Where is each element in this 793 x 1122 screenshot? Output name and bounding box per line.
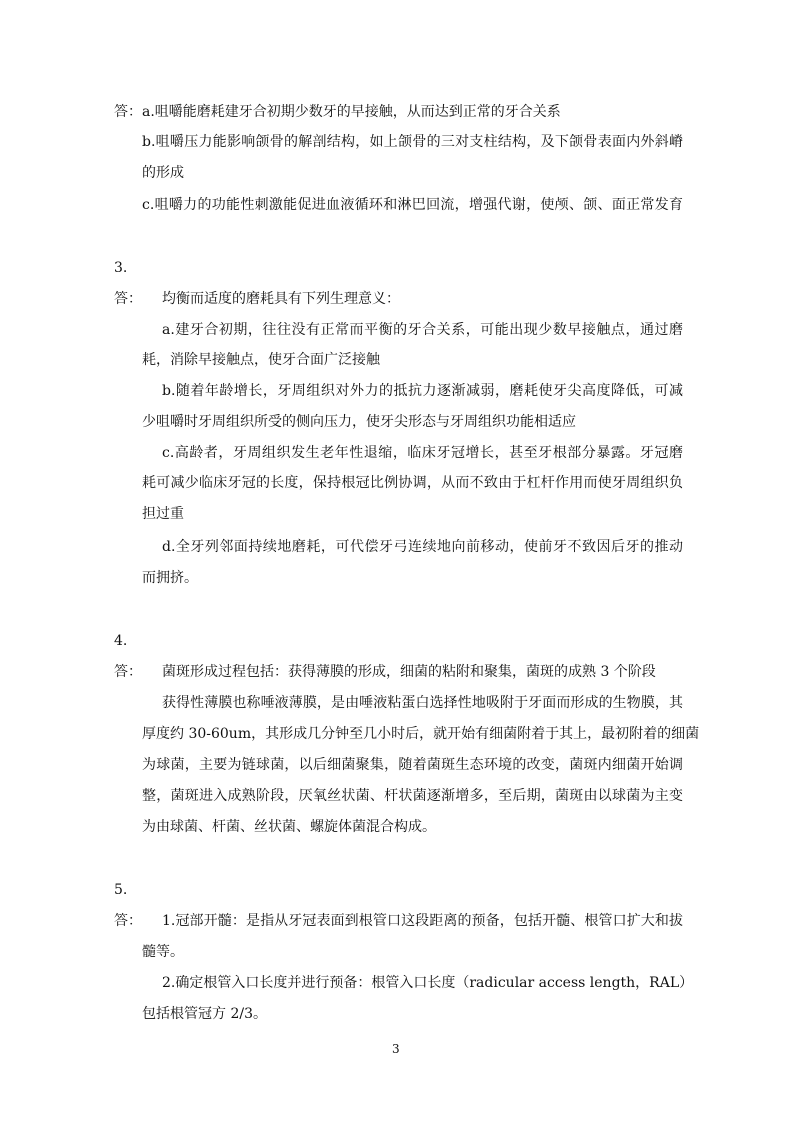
q3-answer-label: 答： [114, 291, 142, 307]
q3-item-a: a.建牙合初期，往往没有正常而平衡的牙合关系，可能出现少数早接触点，通过磨 [162, 322, 683, 338]
q4-paragraph-line: 为由球菌、杆菌、丝状菌、螺旋体菌混合构成。 [142, 819, 436, 835]
q3-item-d-cont: 而拥挤。 [142, 570, 198, 586]
q4-number: 4. [114, 633, 128, 649]
page-number: 3 [392, 1042, 400, 1056]
q3-item-a-cont: 耗，消除早接触点，使牙合面广泛接触 [142, 352, 380, 368]
q3-item-c-cont: 耗可减少临床牙冠的长度，保持根冠比例协调，从而不致由于杠杆作用而使牙周组织负 [142, 475, 683, 491]
q4-paragraph-line: 获得性薄膜也称唾液薄膜，是由唾液粘蛋白选择性地吸附于牙面而形成的生物膜，其 [162, 695, 683, 711]
q4-paragraph-line: 为球菌，主要为链球菌，以后细菌聚集，随着菌斑生态环境的改变，菌斑内细菌开始调 [142, 757, 683, 773]
q3-item-c: c.高龄者，牙周组织发生老年性退缩，临床牙冠增长，甚至牙根部分暴露。牙冠磨 [162, 445, 683, 461]
q2-answer-c: c.咀嚼力的功能性刺激能促进血液循环和淋巴回流，增强代谢，使颅、颌、面正常发育 [142, 197, 683, 213]
q3-item-c-cont2: 担过重 [142, 506, 184, 522]
q3-number: 3. [114, 260, 128, 276]
q3-item-b-cont: 少咀嚼时牙周组织所受的侧向压力，使牙尖形态与牙周组织功能相适应 [142, 414, 576, 430]
q3-intro: 均衡而适度的磨耗具有下列生理意义： [162, 291, 400, 307]
q2-answer-b: b.咀嚼压力能影响颌骨的解剖结构，如上颌骨的三对支柱结构，及下颌骨表面内外斜嵴 [142, 134, 683, 150]
q5-item-1-cont: 髓等。 [142, 944, 184, 960]
q5-item-2-cont: 包括根管冠方 2/3。 [142, 1006, 267, 1022]
q2-answer-a: 答：a.咀嚼能磨耗建牙合初期少数牙的早接触，从而达到正常的牙合关系 [114, 104, 561, 120]
q2-answer-b-cont: 的形成 [142, 165, 184, 181]
q5-number: 5. [114, 882, 128, 898]
q3-item-d: d.全牙列邻面持续地磨耗，可代偿牙弓连续地向前移动，使前牙不致因后牙的推动 [162, 539, 683, 555]
q4-answer-label: 答： [114, 664, 142, 680]
q5-answer-label: 答： [114, 913, 142, 929]
q4-paragraph-line: 厚度约 30-60um，其形成几分钟至几小时后，就开始有细菌附着于其上，最初附着的细菌 [142, 726, 700, 742]
q3-item-b: b.随着年龄增长，牙周组织对外力的抵抗力逐渐减弱，磨耗使牙尖高度降低，可减 [162, 383, 683, 399]
q4-intro: 菌斑形成过程包括：获得薄膜的形成，细菌的粘附和聚集，菌斑的成熟 3 个阶段 [162, 664, 656, 680]
q5-item-2: 2.确定根管入口长度并进行预备：根管入口长度（radicular access length，RAL） [162, 975, 694, 991]
q5-item-1: 1.冠部开髓：是指从牙冠表面到根管口这段距离的预备，包括开髓、根管口扩大和拔 [162, 913, 683, 929]
q4-paragraph-line: 整，菌斑进入成熟阶段，厌氧丝状菌、杆状菌逐渐增多，至后期，菌斑由以球菌为主变 [142, 788, 683, 804]
